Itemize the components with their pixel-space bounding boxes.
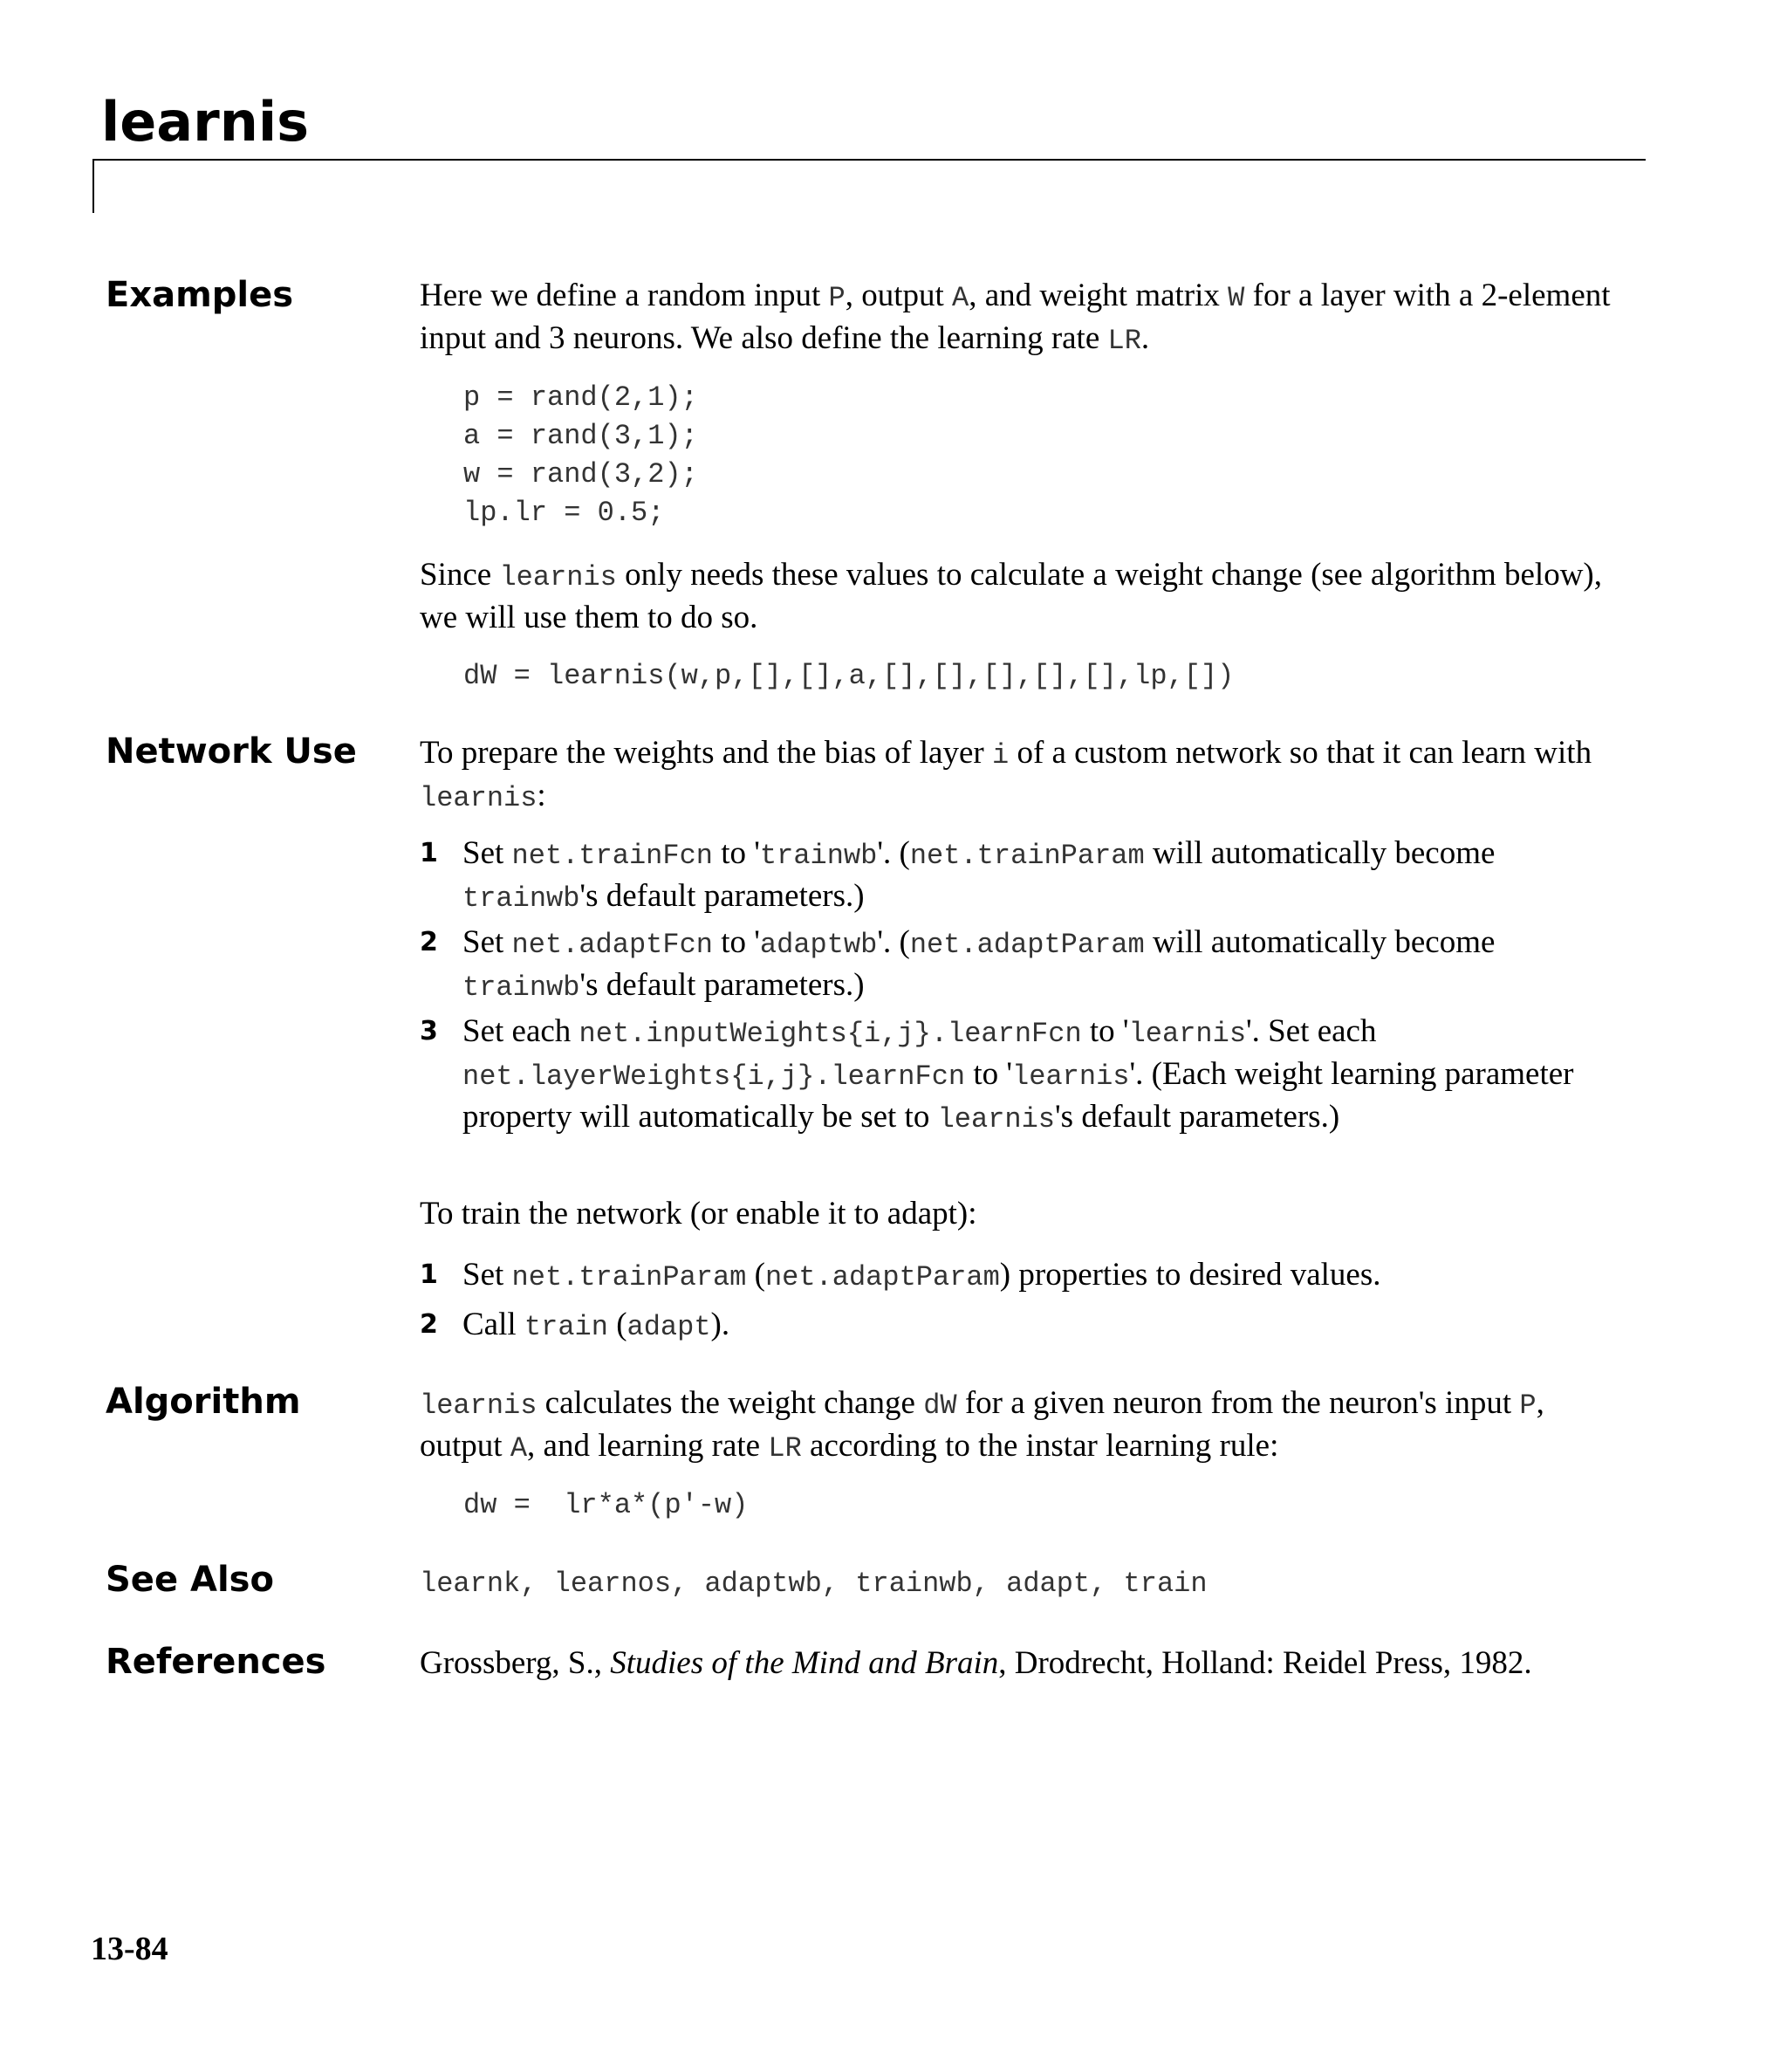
code-term: learnis [420, 1389, 537, 1422]
code-term: learnis [420, 782, 537, 814]
step-text: Set each net.inputWeights{i,j}.learnFcn to 'learnis'. Set each net.layerWeights{i,j}.learnFcn to 'learnis'. (Each weight learning parameter property will automatically be set to learnis's default parameters.) [462, 1013, 1574, 1135]
code-term: net.trainFcn [511, 840, 713, 872]
step-text: Set net.trainFcn to 'trainwb'. (net.trainParam will automatically become trainwb's default parameters.) [462, 835, 1496, 915]
step-number: 1 [420, 1259, 438, 1290]
see-also-heading: See Also [106, 1560, 274, 1600]
header-rule [92, 159, 1646, 161]
examples-heading: Examples [106, 275, 294, 315]
code-term: net.inputWeights{i,j}.learnFcn [579, 1018, 1082, 1050]
examples-middle-text: Since learnis only needs these values to calculate a weight change (see algorithm below), we will use them to do so. [420, 557, 1602, 635]
code-term: P [828, 282, 846, 314]
examples-code-block: p = rand(2,1); a = rand(3,1); w = rand(3,2); lp.lr = 0.5; [463, 381, 698, 529]
code-term: LR [768, 1432, 802, 1465]
code-term: net.adaptFcn [511, 929, 713, 961]
step-number: 2 [420, 927, 438, 957]
references-text: Grossberg, S., Studies of the Mind and Brain, Drodrecht, Holland: Reidel Press, 1982. [420, 1645, 1532, 1681]
code-term: learnis [499, 561, 617, 593]
code-term: dW [923, 1389, 957, 1422]
see-also-links[interactable]: learnk, learnos, adaptwb, trainwb, adapt, train [420, 1568, 1208, 1600]
code-term: trainwb [759, 840, 878, 872]
train-step-1 [420, 1255, 1624, 1298]
code-term: net.trainParam [909, 840, 1145, 872]
train-intro: To train the network (or enable it to adapt): [420, 1196, 977, 1232]
step-text: Set net.trainParam (net.adaptParam) properties to desired values. [462, 1257, 1381, 1293]
train-step-2 [420, 1305, 1624, 1348]
code-term: i [991, 739, 1010, 772]
code-term: learnis [1012, 1060, 1130, 1093]
code-term: P [1519, 1389, 1537, 1422]
book-title: Studies of the Mind and Brain [610, 1645, 999, 1681]
code-term: net.trainParam [511, 1261, 747, 1293]
step-number: 2 [420, 1309, 438, 1340]
code-term: learnis [1128, 1018, 1247, 1050]
code-term: net.adaptParam [909, 929, 1145, 961]
code-term: trainwb [462, 882, 580, 915]
code-term: trainwb [462, 971, 580, 1004]
examples-call-code: dW = learnis(w,p,[],[],a,[],[],[],[],[],lp,[]) [463, 660, 1235, 692]
code-term: LR [1107, 325, 1141, 357]
setup-step-3 [420, 1012, 1624, 1140]
code-term: adaptwb [759, 929, 878, 961]
network-use-heading: Network Use [106, 731, 357, 772]
references-heading: References [106, 1642, 326, 1682]
code-term: A [952, 282, 969, 314]
setup-step-2 [420, 923, 1624, 1008]
header-rule-tick [92, 159, 94, 213]
code-term: W [1228, 282, 1245, 314]
step-text: Call train (adapt). [462, 1307, 730, 1343]
page-title: learnis [101, 90, 310, 154]
examples-intro: Here we define a random input P, output A, and weight matrix W for a layer with a 2-element input and 3 neurons. We also define the learning rate LR. [420, 278, 1611, 357]
algorithm-heading: Algorithm [106, 1382, 301, 1422]
code-term: train [524, 1311, 608, 1343]
code-term: learnis [937, 1103, 1055, 1135]
code-term: net.adaptParam [764, 1261, 1000, 1293]
setup-step-1 [420, 834, 1624, 919]
step-number: 3 [420, 1016, 438, 1046]
step-number: 1 [420, 838, 438, 868]
page-number: 13-84 [91, 1931, 168, 1967]
code-term: adapt [626, 1311, 711, 1343]
network-use-intro: To prepare the weights and the bias of layer i of a custom network so that it can learn with learnis: [420, 735, 1592, 814]
algorithm-code: dw = lr*a*(p'-w) [463, 1489, 749, 1521]
code-term: A [510, 1432, 528, 1465]
code-term: net.layerWeights{i,j}.learnFcn [462, 1060, 966, 1093]
algorithm-text: learnis calculates the weight change dW for a given neuron from the neuron's input P, output A, and learning rate LR according to the instar learning rule: [420, 1385, 1544, 1465]
step-text: Set net.adaptFcn to 'adaptwb'. (net.adaptParam will automatically become trainwb's default parameters.) [462, 924, 1496, 1004]
